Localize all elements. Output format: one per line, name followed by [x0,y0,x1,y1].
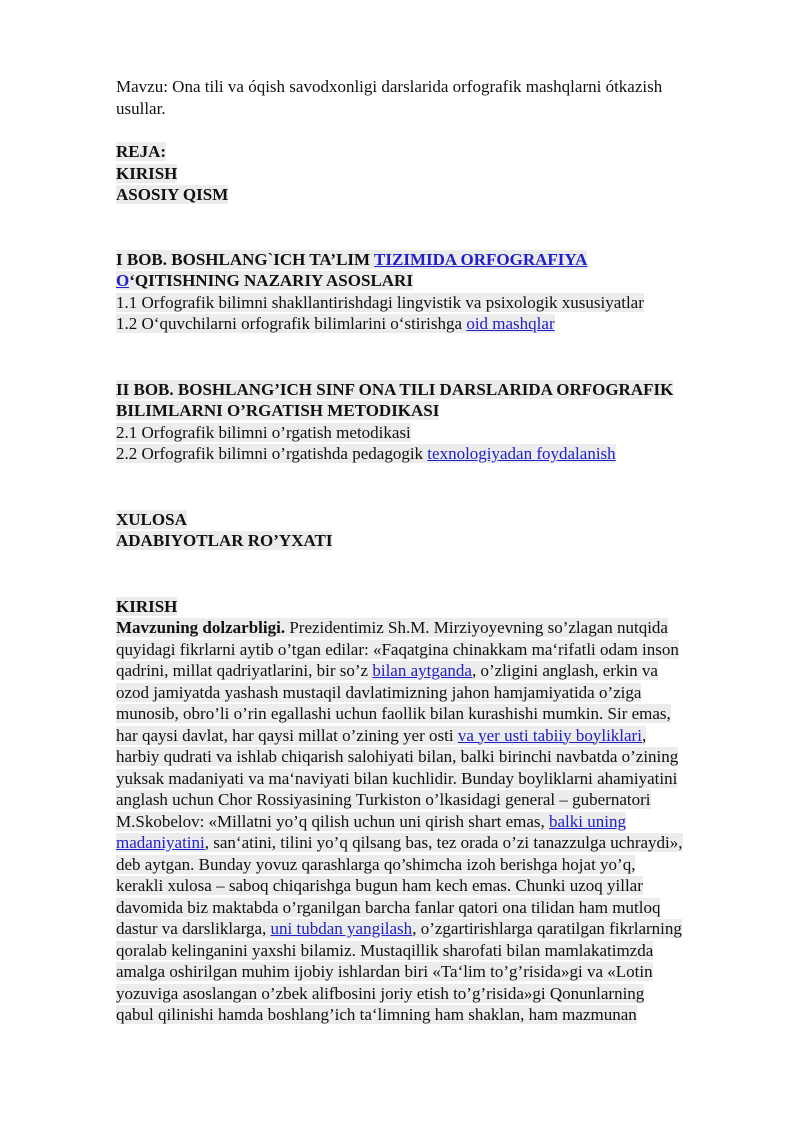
chapter2-title-line-1: II BOB. BOSHLANG’ICH SINF ONA TILI DARSLARIDA ORFOGRAFIK [116,379,674,399]
intro-line: qadrini, millat qadriyatlarini, bir so’z [116,661,373,680]
intro-line: munosib, obro’li o’rin egallashi uchun faollik bilan kurashishi mumkin. Sir emas, [116,704,671,723]
plan-item-kirish: KIRISH [116,163,178,183]
spacer [116,552,746,596]
intro-line: , o’zgartirishlarga qaratilgan fikrlarning [412,919,682,938]
document-page [116,76,746,1026]
intro-line: qoralab kelinganini yaxshi bilamiz. Mustaqillik sharofati bilan mamlakatimzda [116,940,654,960]
intro-line: anglash uchun Chor Rossiyasining Turkiston o’lkasidagi general – gubernatori [116,790,651,809]
plan-item-xulosa: XULOSA [116,509,187,529]
intro-line: , san‘atini, tilini yo’q qilsang bas, tez orada o’zi tanazzulga uchraydi», [204,833,683,852]
spacer [116,335,746,379]
intro-line: Prezidentimiz Sh.M. Mirziyoyevning so’zlagan nutqida [285,618,668,637]
intro-line: dastur va darsliklarga, [116,919,271,938]
plan-item-adabiyotlar: ADABIYOTLAR RO’YXATI [116,531,333,550]
chapter1-item-2: 1.2 O‘quvchilarni orfografik bilimlarini o‘stirishga [116,314,467,333]
intro-heading: KIRISH [116,596,178,616]
intro-line: har qaysi davlat, har qaysi millat o’zining yer osti [116,725,458,745]
intro-line: harbiy qudrati va ishlab chiqarish salohiyati bilan, balki birinchi navbatda o’zining [116,747,679,766]
intro-line: quyidagi fikrlarni aytib o’tgan edilar: «Faqatgina chinakkam ma‘rifatli odam inson [116,639,679,659]
chapter2-item-2-link[interactable]: texnologiyadan foydalanish [427,444,616,463]
spacer [116,206,746,249]
chapter1-title-text: I BOB. BOSHLANG`ICH TA’LIM [116,249,375,269]
intro-link[interactable]: bilan aytganda [372,661,472,680]
chapter1-item-2-link[interactable]: oid mashqlar [466,314,555,333]
topic-line-2: usullar. [116,98,166,118]
intro-line: amalga oshirilgan muhim ijobiy ishlardan biri «Ta‘lim to’g’risida»gi va «Lotin [116,962,653,981]
spacer [116,465,746,509]
intro-line: qabul qilinishi hamda boshlang’ich ta‘limning ham shaklan, ham mazmunan [116,1005,637,1024]
intro-link[interactable]: uni tubdan yangilash [270,919,413,938]
intro-line: M.Skobelov: «Millatni yo’q qilish uchun uni qirish shart emas, [116,811,550,831]
chapter1-title-link-cont[interactable]: O [116,271,130,290]
chapter1-item-1: 1.1 Orfografik bilimni shakllantirishdagi lingvistik va psixologik xususiyatlar [116,292,644,312]
intro-link[interactable]: madaniyatini [116,833,205,852]
intro-line: ozod jamiyatda yashash mustaqil davlatimizning jahon hamjamiyatida o’ziga [116,682,642,702]
spacer [116,119,746,141]
chapter2-item-2: 2.2 Orfografik bilimni o’rgatishda pedagogik [116,444,428,463]
topic-line-1: Mavzu: Ona tili va óqish savodxonligi darslarida orfografik mashqlarni ótkazish [116,77,663,96]
intro-line: deb aytgan. Bunday yovuz qarashlarga qo’shimcha izoh berishga hojat yo’q, [116,854,636,874]
intro-line: yuksak madaniyati va ma‘naviyati bilan kuchlidir. Bunday boyliklarni ahamiyatini [116,768,678,788]
intro-line: , o’zligini anglash, erkin va [471,661,658,680]
plan-item-asosiy-qism: ASOSIY QISM [116,185,229,204]
intro-line: yozuviga asoslangan o’zbek alifbosini joriy etish to’g’risida»gi Qonunlarning [116,983,645,1003]
plan-heading: REJA: [116,142,167,161]
chapter1-title-text-cont: ‘QITISHNING NAZARIY ASOSLARI [129,271,413,290]
intro-line: davomida biz maktabda o’rganilgan barcha fanlar qatori ona tilidan ham mutloq [116,897,661,917]
intro-link[interactable]: va yer usti tabiiy boyliklari [457,725,642,745]
intro-line: kerakli xulosa – saboq chiqarishga bugun ham kech emas. Chunki uzoq yillar [116,876,643,895]
chapter2-item-1: 2.1 Orfografik bilimni o’rgatish metodikasi [116,422,411,442]
chapter2-title-line-2: BILIMLARNI O’RGATISH METODIKASI [116,401,440,420]
intro-lead: Mavzuning dolzarbligi. [116,618,286,637]
intro-line: , [641,725,647,745]
intro-link[interactable]: balki uning [549,811,626,831]
chapter1-title-link[interactable]: TIZIMIDA ORFOGRAFIYA [374,249,588,269]
